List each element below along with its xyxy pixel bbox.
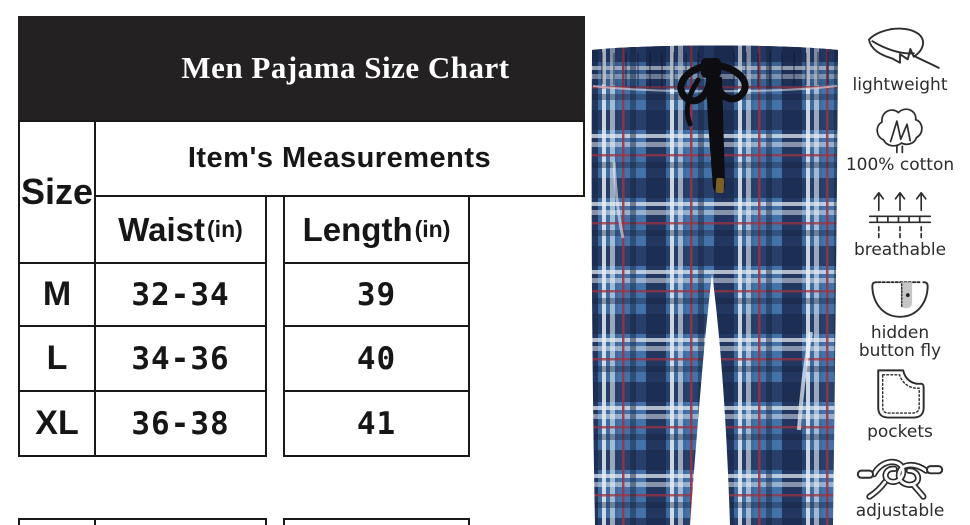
feature-label: adjustable bbox=[855, 501, 945, 521]
feature-lightweight bbox=[836, 24, 964, 94]
size-header-cell bbox=[18, 120, 96, 264]
measurements-header-cell bbox=[94, 120, 585, 197]
feature-label-line-1: hidden bbox=[870, 323, 930, 343]
table-row-l-waist: 34-36 bbox=[94, 325, 267, 392]
chart-title: Men Pajama Size Chart bbox=[181, 50, 510, 85]
table-row-m-size: M bbox=[18, 262, 96, 327]
table-row-xl-waist: 36-38 bbox=[94, 390, 267, 457]
feature-pockets bbox=[836, 366, 964, 441]
table-row-m-waist: 32-34 bbox=[94, 262, 267, 327]
knot-icon bbox=[856, 452, 944, 500]
feature-label: breathable bbox=[853, 240, 947, 260]
pajama-pants-image bbox=[578, 42, 848, 525]
waist-header-cell bbox=[94, 195, 267, 264]
feature-label: 100% cotton bbox=[845, 155, 955, 175]
measurements-header-label: Item's Measurements bbox=[187, 142, 492, 174]
feature-adjustable bbox=[836, 452, 964, 520]
feather-icon bbox=[856, 24, 944, 74]
table-row-l-size: L bbox=[18, 325, 96, 392]
size-header-label: Size bbox=[20, 171, 94, 212]
feature-label-line-2: button fly bbox=[858, 341, 942, 361]
chart-title-banner bbox=[18, 16, 585, 120]
waist-header-label: Waist bbox=[118, 210, 206, 248]
feature-breathable bbox=[836, 189, 964, 259]
pocket-icon bbox=[872, 366, 929, 421]
feature-label: pockets bbox=[867, 422, 933, 442]
next-table-row-fragment bbox=[283, 518, 470, 525]
button-fly-icon bbox=[868, 277, 932, 322]
length-header-label: Length bbox=[302, 210, 413, 248]
next-table-row-fragment bbox=[18, 518, 96, 525]
feature-label: lightweight bbox=[852, 75, 948, 95]
length-unit-label: (in) bbox=[414, 216, 451, 242]
next-table-row-fragment bbox=[94, 518, 267, 525]
table-row-xl-size: XL bbox=[18, 390, 96, 457]
feature-cotton bbox=[836, 104, 964, 174]
table-row-xl-length: 41 bbox=[283, 390, 470, 457]
table-row-l-length: 40 bbox=[283, 325, 470, 392]
feature-label bbox=[859, 324, 941, 360]
breathable-icon bbox=[863, 189, 937, 239]
cotton-icon bbox=[869, 104, 931, 154]
length-header-cell bbox=[283, 195, 470, 264]
waist-unit-label: (in) bbox=[207, 216, 243, 242]
feature-button-fly bbox=[836, 277, 964, 360]
table-row-m-length: 39 bbox=[283, 262, 470, 327]
